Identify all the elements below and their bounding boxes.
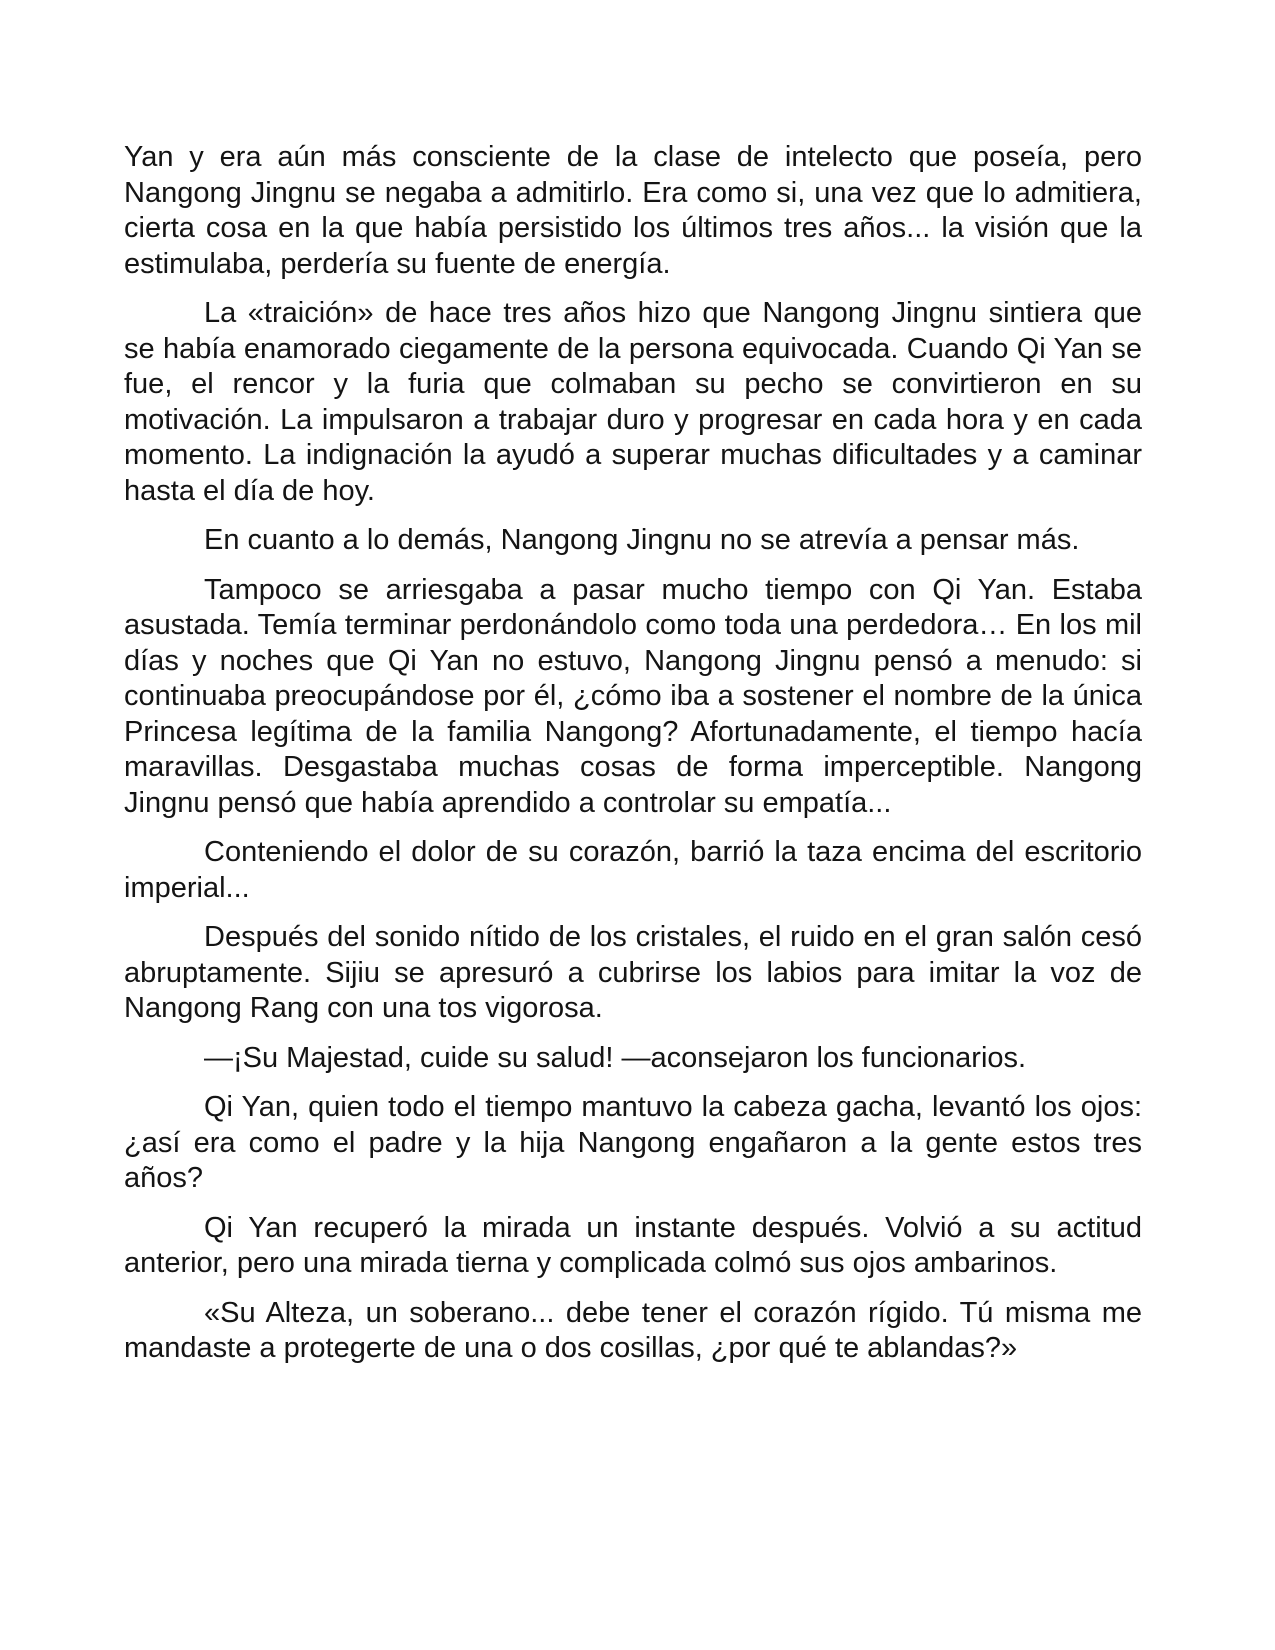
paragraph: Qi Yan, quien todo el tiempo mantuvo la cabeza gacha, levantó los ojos: ¿así era como el padre y la hija Nangong engañaron a la gente estos tres años? [124, 1091, 1142, 1194]
paragraph: Tampoco se arriesgaba a pasar mucho tiempo con Qi Yan. Estaba asustada. Temía terminar perdonándolo como toda una perdedora… En los mil días y noches que Qi Yan no estuvo, Nangong Jingnu pensó a menudo: si continuaba preocupándose por él, ¿cómo iba a sostener el nombre de la única Princesa legítima de la familia Nangong? Afortunadamente, el tiempo hacía maravillas. Desgastaba muchas cosas de forma imperceptible. Nangong Jingnu pensó que había aprendido a controlar su empatía... [124, 573, 1142, 819]
paragraph: La «traición» de hace tres años hizo que Nangong Jingnu sintiera que se había enamorado ciegamente de la persona equivocada. Cuando Qi Yan se fue, el rencor y la furia que colmaban su pecho se convirtieron en su motivación. La impulsaron a trabajar duro y progresar en cada hora y en cada momento. La indignación la ayudó a superar muchas dificultades y a caminar hasta el día de hoy. [124, 297, 1142, 507]
paragraph: Después del sonido nítido de los cristales, el ruido en el gran salón cesó abruptamente. Sijiu se apresuró a cubrirse los labios para imitar la voz de Nangong Rang con una tos vigorosa. [124, 921, 1142, 1024]
paragraph: Qi Yan recuperó la mirada un instante después. Volvió a su actitud anterior, pero una mirada tierna y complicada colmó sus ojos ambarinos. [124, 1211, 1142, 1279]
inner-thought-paragraph: «Su Alteza, un soberano... debe tener el corazón rígido. Tú misma me mandaste a protegerte de una o dos cosillas, ¿por qué te ablandas?» [124, 1296, 1142, 1364]
dialogue-paragraph: —¡Su Majestad, cuide su salud! —aconsejaron los funcionarios. [204, 1041, 1027, 1074]
paragraph: En cuanto a lo demás, Nangong Jingnu no se atrevía a pensar más. [204, 524, 1080, 556]
paragraph: Conteniendo el dolor de su corazón, barrió la taza encima del escritorio imperial... [124, 836, 1142, 904]
paragraph: Yan y era aún más consciente de la clase de intelecto que poseía, pero Nangong Jingnu se negaba a admitirlo. Era como si, una vez que lo admitiera, cierta cosa en la que había persistido los últimos tres años... la visión que la estimulaba, perdería su fuente de energía. [124, 141, 1142, 280]
document-page [124, 140, 1142, 1381]
